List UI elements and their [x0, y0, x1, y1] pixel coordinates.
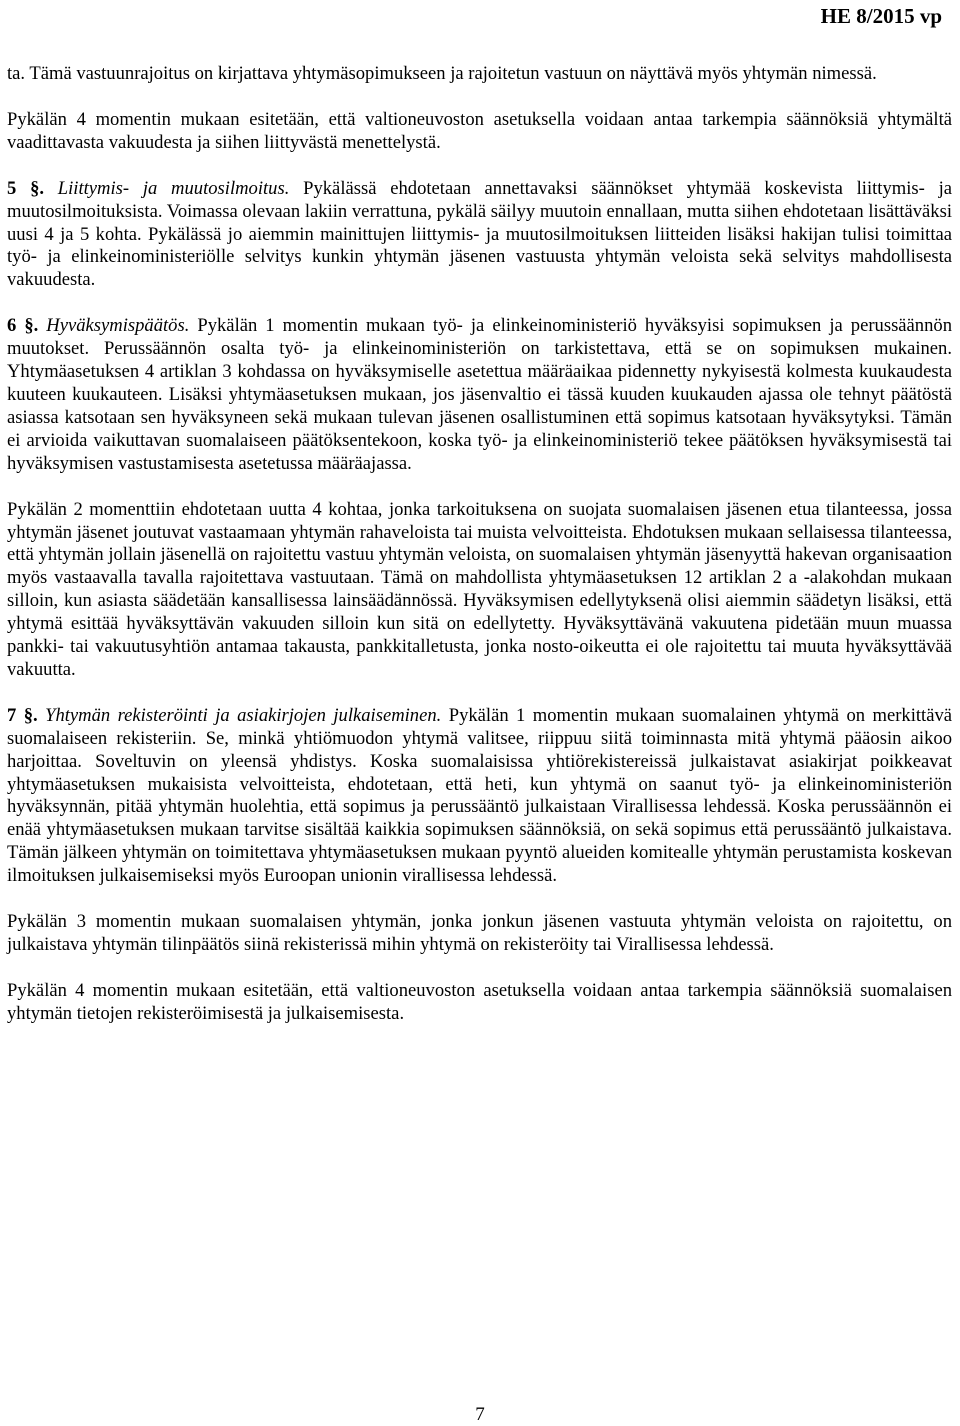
section-title: Liittymis- ja muutosilmoitus.	[57, 177, 290, 199]
document-id-header: HE 8/2015 vp	[820, 4, 942, 28]
paragraph: ta. Tämä vastuunrajoitus on kirjattava yhtymäsopimukseen ja rajoitetun vastuun on näyttävä myös yhtymän nimessä.	[7, 63, 877, 84]
paragraph: Pykälän 3 momentin mukaan suomalaisen yhtymän, jonka jonkun jäsenen vastuuta yhtymän veloista on rajoitettu, on julkaistava yhtymän tilinpäätös siinä rekisterissä mihin yhtymä on rekisteröity tai Virallisessa lehdessä.	[7, 911, 952, 955]
section-text: Pykälän 1 momentin mukaan suomalainen yhtymä on merkittävä suomalaiseen rekisteriin. Se, minkä yhtiömuodon yhtymä valitsee, riippuu siitä toiminnasta mitä yhtymä pääosin aikoo harjoittaa. Soveltuvin on yleensä yhdistys. Koska suomalaisissa yhtiörekistereissä julkaistavat asiakirjat poikkeavat yhtymäasetuksen mukaisista velvoitteista, ehdotetaan, että heti, kun yhtymä on saanut työ- ja elinkeinoministeriön hyväksynnän, pitää yhtymän huolehtia, että sopimus ja perussääntö julkaistaan Virallisessa lehdessä. Koska perussäännön ei enää yhtymäasetuksen mukaan tarvitse sisältää kaikkia sopimuksen säännöksiä, on sekä sopimus että perussääntö julkaistava. Tämän jälkeen yhtymän on toimitettava yhtymäasetuksen mukaan pyyntö alueiden komitealle yhtymän perustamista koskevan ilmoituksen julkaisemiseksi myös Euroopan unionin virallisessa lehdessä.	[7, 704, 953, 887]
section-5	[7, 178, 952, 293]
section-number: 7 §.	[7, 704, 38, 726]
paragraph: Pykälän 2 momenttiin ehdotetaan uutta 4 kohtaa, jonka tarkoituksena on suojata suomalaisen jäsenen etua tilanteessa, jossa yhtymän jäsenet joutuvat vastaamaan yhtymän rahaveloista tai muista velvoitteista. Ehdotuksen mukaan sellaisessa tilanteessa, että yhtymän jollain jäsenellä on rajoitettu vastuu yhtymän veloista, on suomalaisen yhtymän jäsenyyttä hakevan organisaation myös vastaavalla tavalla rajoitettava vastuutaan. Tämä on mahdollista yhtymäasetuksen 12 artiklan 2 a -alakohdan mukaan silloin, kun asiasta säädetään kansallisessa lainsäädännössä. Hyväksymisen edellytyksenä olisi aiemmin säädetyn lisäksi, että yhtymä esittää hyväksyttävän vakuuden silloin kun sitä on edellytetty. Hyväksyttävänä vakuutena pidetään muun muassa pankki- tai vakuutusyhtiön antamaa takausta, pankkitalletusta, jonka nosto-oikeutta ei ole rajoitettu tai muuta hyväksyttävää vakuutta.	[7, 498, 952, 680]
section-6	[7, 315, 952, 475]
paragraph: Pykälän 4 momentin mukaan esitetään, että valtioneuvoston asetuksella voidaan antaa tarkempia säännöksiä yhtymältä vaadittavasta vakuudesta ja siihen liittyvästä menettelystä.	[7, 108, 952, 153]
section-number: 6 §.	[7, 315, 39, 337]
section-7	[7, 705, 952, 888]
section-text: Pykälässä ehdotetaan annettavaksi säännökset yhtymää koskevista liittymis- ja muutosilmoituksista. Voimassa olevaan lakiin verrattuna, pykälä säilyy muutoin ennallaan, mutta siihen ehdotetaan lisättäväksi uusi 4 ja 5 kohta. Pykälässä jo aiemmin mainittujen liittymis- ja muutosilmoituksen liitteiden lisäksi hakijan tulisi toimittaa työ- ja elinkeinoministeriölle selvitys kunkin yhtymän jäsenen vastuusta yhtymän veloista sekä selvitys mahdollisesta vakuudesta.	[7, 177, 952, 291]
section-title: Hyväksymispäätös.	[46, 315, 190, 337]
document-body	[7, 63, 952, 1026]
section-number: 5 §.	[7, 177, 45, 199]
paragraph: Pykälän 4 momentin mukaan esitetään, että valtioneuvoston asetuksella voidaan antaa tarkempia säännöksiä suomalaisen yhtymän tietojen rekisteröimisestä ja julkaisemisesta.	[7, 979, 952, 1024]
section-text: Pykälän 1 momentin mukaan työ- ja elinkeinoministeriö hyväksyisi sopimuksen ja perussäännön muutokset. Perussäännön osalta työ- ja elinkeinoministeriön on tarkistettava, että se on sopimuksen mukainen. Yhtymäasetuksen 4 artiklan 3 kohdassa on hyväksymiselle asetettua määräaikaa pidennetty nykyisestä kolmesta kuukaudesta kuuteen kuukauteen. Lisäksi yhtymäasetuksen mukaan, jos jäsenvaltio ei tässä kuuden kuukauden ajassa ole tehnyt päätöstä asiassa katsotaan sen hyväksyneen sekä mukaan tulevan jäsenen osallistuminen että sopimus katsotaan hyväksytyksi. Tämän ei arvioida vaikuttavan suomalaiseen päätöksentekoon, koska työ- ja elinkeinoministeriö tekee päätöksen hyväksymisestä tai hyväksymisen vastustamisesta asetetussa määräajassa.	[7, 315, 952, 474]
section-title: Yhtymän rekisteröinti ja asiakirjojen julkaiseminen.	[45, 704, 442, 726]
page-number: 7	[475, 1404, 485, 1425]
